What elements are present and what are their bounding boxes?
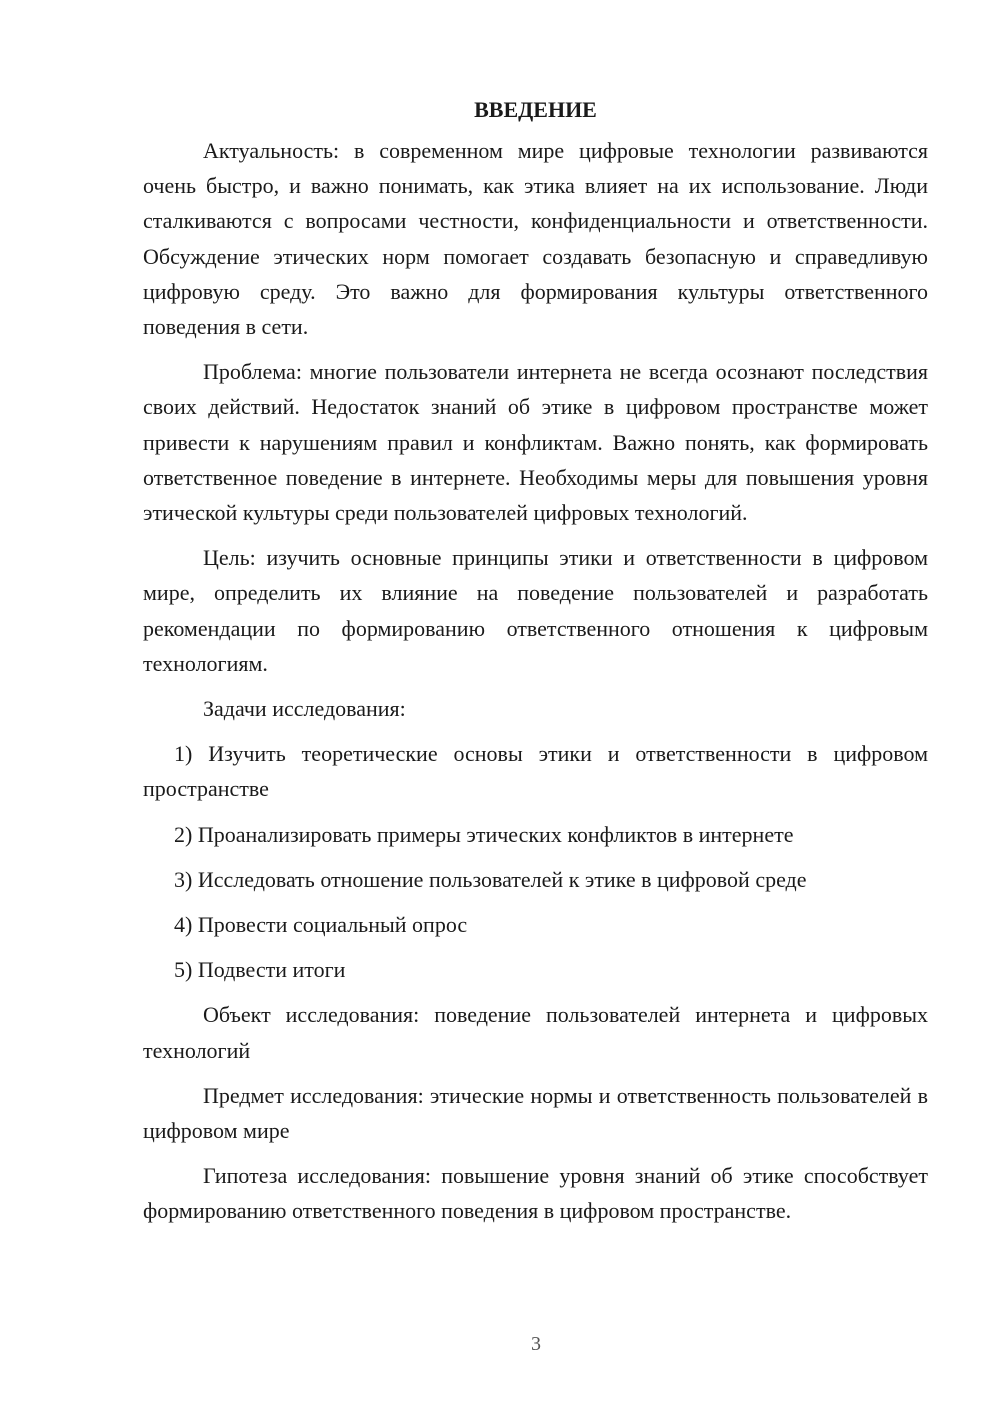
document-page (143, 92, 928, 1239)
paragraph-subject: Предмет исследования: этические нормы и ответственность пользователей в цифровом мире (143, 1082, 928, 1144)
task-item: 3) Исследовать отношение пользователей к этике в цифровой среде (174, 866, 807, 892)
paragraph-object: Объект исследования: поведение пользователей интернета и цифровых технологий (143, 1002, 928, 1063)
task-item: 4) Провести социальный опрос (174, 912, 468, 938)
tasks-heading: Задачи исследования: (203, 696, 406, 722)
paragraph-relevance: Актуальность: в современном мире цифровые технологии развиваются очень быстро, и важно понимать, как этика влияет на их использование. Люди сталкиваются с вопросами честности, конфиденциальности и ответственности. Обсуждение этических норм помогает создавать безопасную и справедливую цифровую среду. Это важно для формирования культуры ответственного поведения в сети. (143, 138, 928, 340)
page-title: ВВЕДЕНИЕ (474, 97, 597, 122)
task-item: 1) Изучить теоретические основы этики и ответственности в цифровом пространстве (143, 741, 928, 802)
task-item: 2) Проанализировать примеры этических конфликтов в интернете (174, 821, 794, 847)
paragraph-problem: Проблема: многие пользователи интернета не всегда осознают последствия своих действий. Недостаток знаний об этике в цифровом пространстве может привести к нарушениям правил и конфликтам. Важно понять, как формировать ответственное поведение в интернете. Необходимы меры для повышения уровня этической культуры среди пользователей цифровых технологий. (143, 359, 928, 526)
paragraph-goal: Цель: изучить основные принципы этики и ответственности в цифровом мире, определить их влияние на поведение пользователей и разработать рекомендации по формированию ответственного отношения к цифровым технологиям. (143, 545, 928, 676)
page-number: 3 (531, 1333, 541, 1355)
paragraph-hypothesis: Гипотеза исследования: повышение уровня знаний об этике способствует формированию ответственного поведения в цифровом пространстве. (143, 1163, 928, 1224)
task-item: 5) Подвести итоги (174, 957, 346, 983)
